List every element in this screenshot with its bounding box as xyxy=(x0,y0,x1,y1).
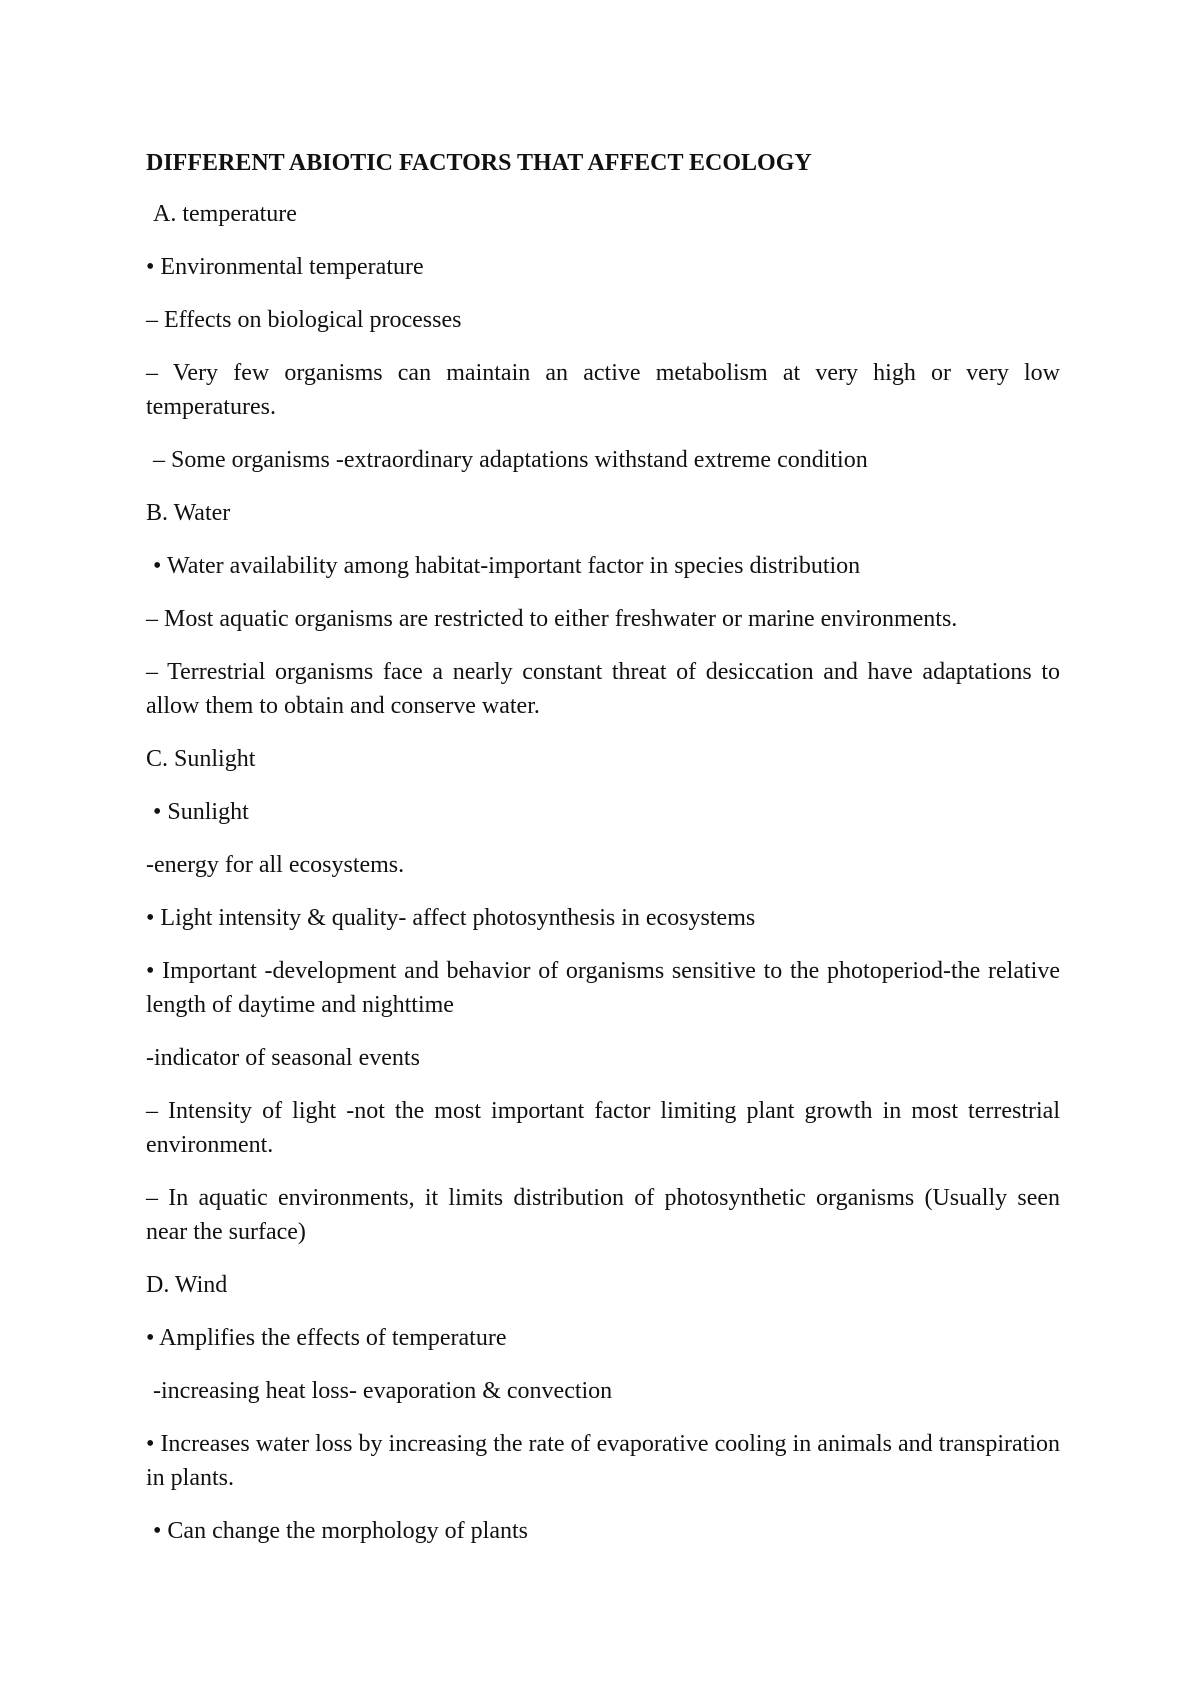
section-heading-sunlight: C. Sunlight xyxy=(146,746,256,772)
bullet-environmental-temperature: • Environmental temperature xyxy=(146,254,424,280)
dash-item-terrestrial-organisms: – Terrestrial organisms face a nearly constant threat of desiccation and have adaptations to allow them to obtain and conserve water. xyxy=(146,659,1060,719)
bullet-sunlight: • Sunlight xyxy=(153,799,249,825)
bullet-water-loss: • Increases water loss by increasing the rate of evaporative cooling in animals and transpiration in plants. xyxy=(146,1431,1060,1491)
dash-item-few-organisms: – Very few organisms can maintain an active metabolism at very high or very low temperatures. xyxy=(146,360,1060,420)
bullet-plant-morphology: • Can change the morphology of plants xyxy=(153,1518,528,1544)
dash-item-aquatic-organisms: – Most aquatic organisms are restricted to either freshwater or marine environments. xyxy=(146,606,958,632)
item-seasonal-events: -indicator of seasonal events xyxy=(146,1045,420,1071)
section-heading-wind: D. Wind xyxy=(146,1272,228,1298)
item-heat-loss: -increasing heat loss- evaporation & convection xyxy=(153,1378,613,1404)
section-heading-temperature: A. temperature xyxy=(153,201,297,227)
bullet-photoperiod: • Important -development and behavior of organisms sensitive to the photoperiod-the relative length of daytime and nighttime xyxy=(146,958,1060,1018)
dash-item-intensity-of-light: – Intensity of light -not the most important factor limiting plant growth in most terrestrial environment. xyxy=(146,1098,1060,1158)
dash-item-effects-biological: – Effects on biological processes xyxy=(146,307,462,333)
document-body xyxy=(146,146,1060,1567)
bullet-light-intensity: • Light intensity & quality- affect photosynthesis in ecosystems xyxy=(146,905,756,931)
bullet-amplifies-temperature: • Amplifies the effects of temperature xyxy=(146,1325,507,1351)
item-energy-ecosystems: -energy for all ecosystems. xyxy=(146,852,405,878)
section-heading-water: B. Water xyxy=(146,500,231,526)
document-title: DIFFERENT ABIOTIC FACTORS THAT AFFECT ECOLOGY xyxy=(146,150,812,176)
dash-item-extraordinary-adaptations: – Some organisms -extraordinary adaptations withstand extreme condition xyxy=(153,447,868,473)
dash-item-aquatic-environments: – In aquatic environments, it limits distribution of photosynthetic organisms (Usually seen near the surface) xyxy=(146,1185,1060,1245)
bullet-water-availability: • Water availability among habitat-important factor in species distribution xyxy=(153,553,861,579)
